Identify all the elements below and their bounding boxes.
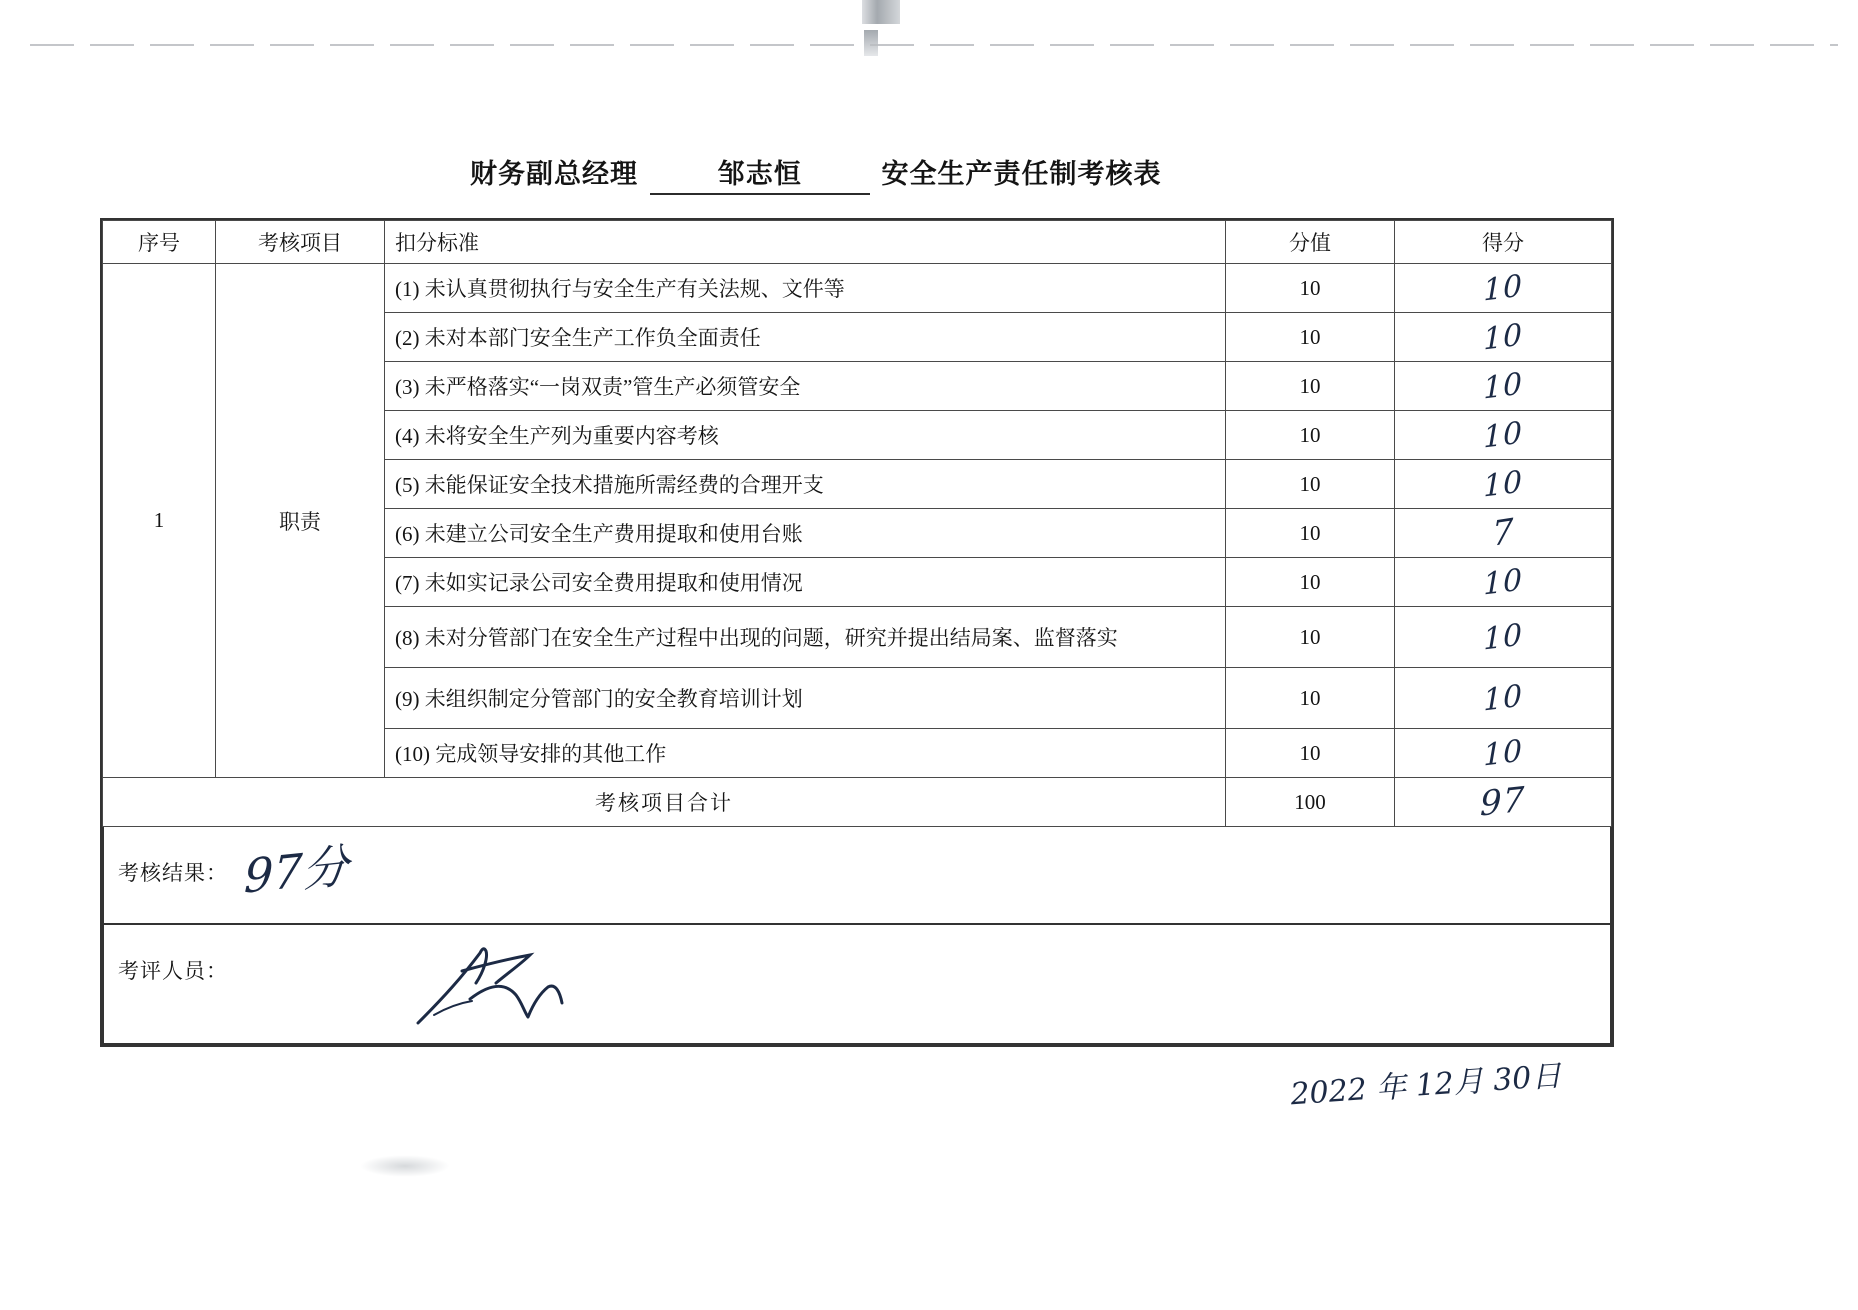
title-suffix: 安全生产责任制考核表 xyxy=(881,159,1162,189)
header-seq: 序号 xyxy=(103,221,216,264)
header-score: 分值 xyxy=(1226,221,1395,264)
assessment-sheet xyxy=(100,218,1614,1047)
handwritten-score: 10 xyxy=(1482,365,1524,407)
row-standard: (6) 未建立公司安全生产费用提取和使用台账 xyxy=(385,509,1226,558)
scan-artifact-tab xyxy=(862,0,900,24)
row-got xyxy=(1395,313,1612,362)
header-item: 考核项目 xyxy=(216,221,385,264)
row-score: 10 xyxy=(1226,668,1395,729)
assessor-block xyxy=(102,925,1612,1045)
row-score: 10 xyxy=(1226,729,1395,778)
handwritten-score: 10 xyxy=(1482,463,1524,505)
row-score: 10 xyxy=(1226,607,1395,668)
row-standard: (4) 未将安全生产列为重要内容考核 xyxy=(385,411,1226,460)
row-standard: (7) 未如实记录公司安全费用提取和使用情况 xyxy=(385,558,1226,607)
handwritten-score: 10 xyxy=(1482,414,1524,456)
row-standard: (10) 完成领导安排的其他工作 xyxy=(385,729,1226,778)
row-got xyxy=(1395,362,1612,411)
header-standard: 扣分标准 xyxy=(385,221,1226,264)
handwritten-total: 97 xyxy=(1480,779,1526,825)
row-score: 10 xyxy=(1226,313,1395,362)
row-standard: (2) 未对本部门安全生产工作负全面责任 xyxy=(385,313,1226,362)
row-score: 10 xyxy=(1226,362,1395,411)
header-row xyxy=(103,221,1612,264)
handwritten-score: 7 xyxy=(1491,511,1515,555)
title-prefix: 财务副总经理 xyxy=(470,159,638,189)
row-got xyxy=(1395,264,1612,313)
row-score: 10 xyxy=(1226,509,1395,558)
table-row xyxy=(103,264,1612,313)
scan-dashed-fold-line xyxy=(30,44,1838,46)
row-got xyxy=(1395,558,1612,607)
result-block xyxy=(102,827,1612,925)
page-title xyxy=(470,152,1162,195)
row-standard: (5) 未能保证安全技术措施所需经费的合理开支 xyxy=(385,460,1226,509)
signature-mark xyxy=(404,937,634,1029)
assessment-table xyxy=(102,220,1612,827)
title-name-field: 邹志恒 xyxy=(650,152,870,195)
row-standard: (9) 未组织制定分管部门的安全教育培训计划 xyxy=(385,668,1226,729)
total-label: 考核项目合计 xyxy=(103,778,1226,827)
total-score: 100 xyxy=(1226,778,1395,827)
row-got xyxy=(1395,607,1612,668)
handwritten-score: 10 xyxy=(1482,732,1524,774)
scan-artifact-tab-shadow xyxy=(864,30,878,56)
signature-date: 2022 年 12月 30日 xyxy=(1289,1058,1563,1113)
row-got xyxy=(1395,729,1612,778)
scan-smudge xyxy=(360,1155,450,1177)
row-score: 10 xyxy=(1226,460,1395,509)
row-standard: (8) 未对分管部门在安全生产过程中出现的问题，研究并提出结局案、监督落实 xyxy=(385,607,1226,668)
row-got xyxy=(1395,668,1612,729)
header-got: 得分 xyxy=(1395,221,1612,264)
row-standard: (1) 未认真贯彻执行与安全生产有关法规、文件等 xyxy=(385,264,1226,313)
result-label: 考核结果： xyxy=(118,861,228,885)
table-header xyxy=(103,221,1612,264)
row-got xyxy=(1395,509,1612,558)
handwritten-score: 10 xyxy=(1482,267,1524,309)
row-got xyxy=(1395,460,1612,509)
table-total-row xyxy=(103,778,1612,827)
assessor-label: 考评人员： xyxy=(118,959,228,983)
group-item: 职责 xyxy=(216,264,385,778)
table-body xyxy=(103,264,1612,827)
row-score: 10 xyxy=(1226,411,1395,460)
handwritten-score: 10 xyxy=(1482,616,1524,658)
row-standard: (3) 未严格落实“一岗双责”管生产必须管安全 xyxy=(385,362,1226,411)
row-score: 10 xyxy=(1226,558,1395,607)
row-got xyxy=(1395,411,1612,460)
group-seq: 1 xyxy=(103,264,216,778)
total-got xyxy=(1395,778,1612,827)
handwritten-score: 10 xyxy=(1482,561,1524,603)
handwritten-score: 10 xyxy=(1482,677,1524,719)
handwritten-score: 10 xyxy=(1482,316,1524,358)
row-score: 10 xyxy=(1226,264,1395,313)
result-value: 97分 xyxy=(243,838,350,904)
scan-top-edge xyxy=(0,0,1858,30)
